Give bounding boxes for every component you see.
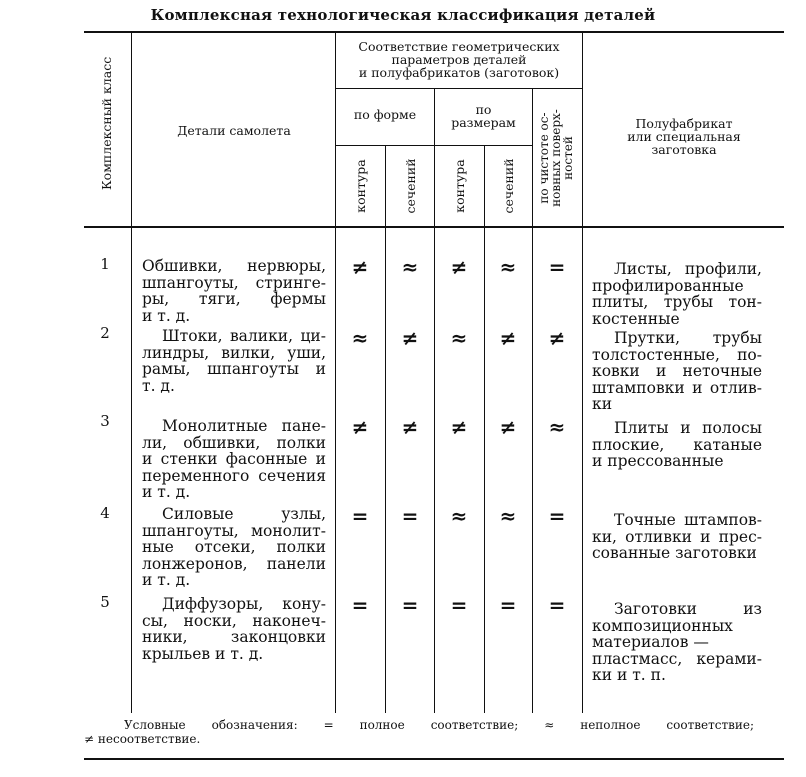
header-semifinished	[586, 117, 782, 156]
parts-line: Обшивки, нервюры,	[142, 257, 326, 275]
symbol-section-size: ≈	[499, 255, 517, 279]
parts-line: линдры, вилки, уши,	[142, 343, 326, 362]
semifinished-line: плиты, трубы тон-	[592, 293, 762, 311]
class-number: 2	[100, 324, 110, 342]
semifinished-line: штамповки и отлив-	[592, 378, 762, 397]
header-by-size-line: по	[475, 102, 492, 117]
header-correspondence-line: Соответствие геометрических	[358, 39, 560, 54]
symbol-contour-size: ≠	[450, 255, 468, 279]
col-rule-size	[532, 88, 533, 713]
semifinished-line: пластмасс, керами-	[592, 649, 762, 668]
symbol-contour-shape: ≠	[351, 255, 369, 279]
col-rule-parts	[335, 33, 336, 713]
symbol-purity: ≈	[548, 415, 566, 439]
parts-cell	[142, 596, 326, 662]
parts-line: Монолитные пане-	[162, 417, 326, 435]
header-class: Комплексный класс	[99, 56, 114, 190]
parts-line: крыльев и т. д.	[142, 644, 264, 663]
symbol-contour-size: ≈	[450, 504, 468, 528]
semifinished-cell	[592, 601, 762, 684]
header-purity	[538, 99, 576, 217]
semifinished-line: и прессованные	[592, 452, 724, 470]
legend-line: ≠ несоответствие.	[84, 732, 201, 746]
parts-cell	[142, 328, 326, 394]
parts-line: и т. д.	[142, 306, 191, 325]
header-by-shape: по форме	[353, 107, 417, 122]
table-title: Комплексная технологическая классификация деталей	[150, 6, 656, 24]
semifinished-line: Точные штампов-	[614, 511, 762, 529]
parts-line: переменного сечения	[142, 466, 326, 485]
parts-line: шпангоуты, монолит-	[142, 521, 326, 540]
parts-line: и стенки фасонные и	[142, 450, 326, 468]
header-purity-line: ностей	[561, 136, 575, 180]
symbol-section-shape: ≠	[401, 326, 419, 350]
parts-line: Штоки, валики, ци-	[162, 327, 326, 345]
header-contour-shape: контура	[353, 159, 368, 213]
header-section-size: сечений	[501, 158, 516, 214]
parts-line: ники, законцовки	[142, 628, 326, 646]
class-number: 3	[100, 412, 110, 430]
symbol-section-size: ≠	[499, 415, 517, 439]
header-purity-line: новных поверх-	[549, 109, 563, 207]
symbol-purity: ≠	[548, 326, 566, 350]
header-semifinished-line: или специальная	[627, 129, 741, 144]
semifinished-line: сованные заготовки	[592, 544, 757, 562]
symbol-contour-shape: ≠	[351, 415, 369, 439]
header-correspondence-line: и полуфабрикатов (заготовок)	[358, 65, 560, 80]
semifinished-line: костенные	[592, 309, 680, 328]
symbol-section-shape: ≈	[401, 255, 419, 279]
symbol-contour-shape: =	[351, 593, 369, 617]
symbol-contour-size: ≈	[450, 326, 468, 350]
header-by-size	[435, 103, 532, 129]
semifinished-cell	[592, 261, 762, 327]
symbol-contour-shape: ≈	[351, 326, 369, 350]
bottom-rule	[84, 758, 784, 760]
class-number: 1	[100, 255, 110, 273]
col-rule-purity	[582, 33, 583, 713]
symbol-purity: =	[548, 593, 566, 617]
header-parts: Детали самолета	[177, 123, 291, 138]
parts-line: Силовые узлы,	[162, 505, 326, 523]
symbol-section-shape: ≠	[401, 415, 419, 439]
symbol-contour-shape: =	[351, 504, 369, 528]
parts-line: ры, тяги, фермы	[142, 290, 326, 308]
semifinished-line: ковки и неточные	[592, 362, 762, 380]
header-contour-size: контура	[452, 159, 467, 213]
semifinished-cell	[592, 420, 762, 470]
col-rule-contour1	[385, 146, 386, 713]
semifinished-line: Листы, профили,	[614, 260, 762, 278]
semifinished-line: профилированные	[592, 276, 744, 295]
parts-cell	[142, 258, 326, 324]
symbol-section-size: ≠	[499, 326, 517, 350]
semifinished-line: толстостенные, по-	[592, 345, 762, 364]
class-number: 4	[100, 504, 110, 522]
header-semifinished-line: Полуфабрикат	[635, 116, 733, 131]
header-correspondence	[338, 40, 580, 79]
symbol-section-size: =	[499, 593, 517, 617]
parts-line: сы, носки, наконеч-	[142, 611, 326, 630]
parts-line: ли, обшивки, полки	[142, 433, 326, 452]
legend	[84, 718, 754, 746]
parts-line: ные отсеки, полки	[142, 538, 326, 556]
semifinished-line: композиционных	[592, 616, 733, 635]
symbol-purity: =	[548, 504, 566, 528]
semifinished-cell	[592, 330, 762, 413]
header-semifinished-line: заготовка	[651, 142, 717, 157]
parts-line: рамы, шпангоуты и	[142, 360, 326, 378]
parts-line: и т. д.	[142, 483, 191, 501]
header-by-size-line: размерам	[451, 115, 516, 130]
header-correspondence-line: параметров деталей	[391, 52, 527, 67]
parts-line: и т. д.	[142, 571, 191, 589]
correspondence-rule	[336, 88, 582, 89]
header-section-shape: сечений	[403, 158, 418, 214]
symbol-section-size: ≈	[499, 504, 517, 528]
semifinished-line: ки, отливки и прес-	[592, 527, 762, 546]
parts-line: Диффузоры, кону-	[162, 595, 326, 613]
semifinished-line: Прутки, трубы	[614, 329, 762, 347]
col-rule-class	[131, 33, 132, 713]
parts-line: шпангоуты, стринге-	[142, 273, 326, 292]
parts-cell	[142, 418, 326, 501]
semifinished-line: материалов —	[592, 633, 709, 651]
semifinished-line: ки и т. п.	[592, 666, 666, 684]
top-rule	[84, 31, 784, 33]
semifinished-line: Плиты и полосы	[614, 419, 762, 437]
semifinished-line: плоские, катаные	[592, 435, 762, 454]
symbol-section-shape: =	[401, 504, 419, 528]
semifinished-cell	[592, 512, 762, 562]
parts-line: т. д.	[142, 376, 175, 395]
symbol-contour-size: ≠	[450, 415, 468, 439]
legend-line: Условные обозначения: = полное соответствие; ≈ неполное соответствие;	[124, 718, 754, 732]
semifinished-line: ки	[592, 395, 613, 413]
symbol-purity: =	[548, 255, 566, 279]
parts-cell	[142, 506, 326, 589]
header-purity-line: по чистоте ос-	[537, 112, 551, 204]
symbol-contour-size: =	[450, 593, 468, 617]
symbol-section-shape: =	[401, 593, 419, 617]
col-rule-shape	[434, 88, 435, 713]
semifinished-line: Заготовки из	[614, 600, 762, 618]
class-number: 5	[100, 593, 110, 611]
col-rule-contour2	[484, 146, 485, 713]
parts-line: лонжеронов, панели	[142, 554, 326, 573]
